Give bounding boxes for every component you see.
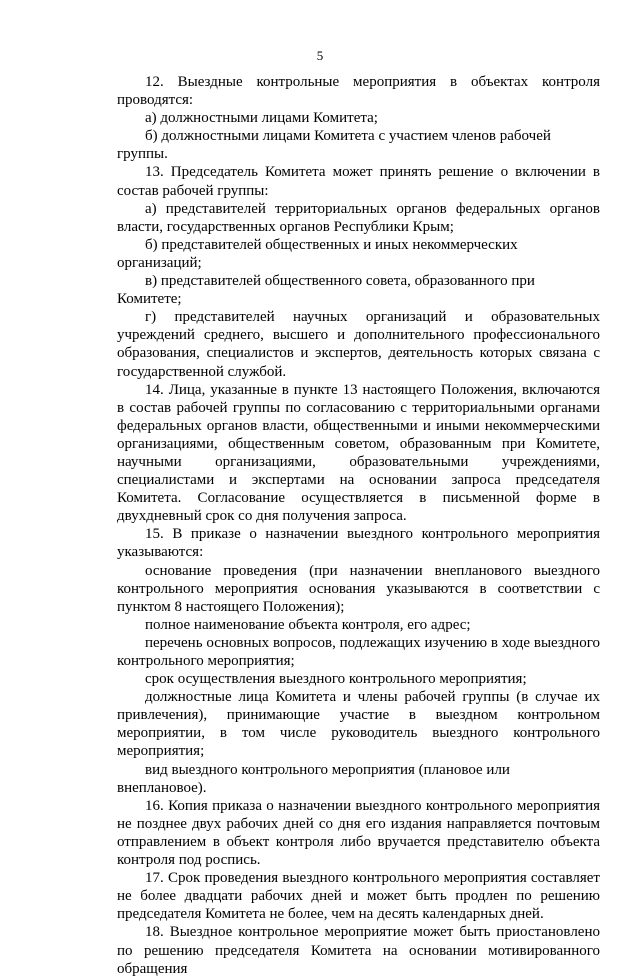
paragraph-13-b: б) представителей общественных и иных некоммерческих организаций;	[117, 236, 518, 271]
paragraph-15-term: срок осуществления выездного контрольного мероприятия;	[145, 671, 527, 688]
paragraph-18: 18. Выездное контрольное мероприятие может быть приостановлено по решению председателя Комитета на основании мотивированного обращения	[117, 924, 600, 977]
paragraph-12-a: а) должностными лицами Комитета;	[145, 110, 378, 127]
paragraph-17: 17. Срок проведения выездного контрольного мероприятия составляет не более двадцати рабочих дней и может быть продлен по решению председателя Комитета не более, чем на десять календарных дней.	[117, 870, 600, 923]
paragraph-12: 12. Выездные контрольные мероприятия в объектах контроля проводятся:	[117, 74, 600, 109]
paragraph-15-type: вид выездного контрольного мероприятия (плановое или внеплановое).	[117, 761, 510, 796]
paragraph-14: 14. Лица, указанные в пункте 13 настоящего Положения, включаются в состав рабочей группы по согласованию с территориальными органами федеральных органов власти, общественными и иными некоммерческими организациями, общественным советом, образованным при Комитете, научными организациями, образовательными учреждениями, специалистами и экспертами на основании запроса председателя Комитета. Согласование осуществляется в письменной форме в двухдневный срок со дня получения запроса.	[117, 381, 600, 525]
paragraph-15-questions: перечень основных вопросов, подлежащих изучению в ходе выездного контрольного мероприятия;	[117, 634, 600, 669]
paragraph-15-basis: основание проведения (при назначении внепланового выездного контрольного мероприятия основания указываются в соответствии с пунктом 8 настоящего Положения);	[117, 562, 600, 615]
paragraph-15-officials: должностные лица Комитета и члены рабочей группы (в случае их привлечения), принимающие участие в выездном контрольном мероприятии, в том числе руководитель выездного контрольного мероприятия;	[117, 689, 600, 760]
paragraph-16: 16. Копия приказа о назначении выездного контрольного мероприятия не позднее двух рабочих дней со дня его издания направляется почтовым отправлением в объект контроля либо вручается представителю объекта контроля под роспись.	[117, 797, 600, 869]
paragraph-13: 13. Председатель Комитета может принять решение о включении в состав рабочей группы:	[117, 164, 600, 199]
paragraph-13-g: г) представителей научных организаций и образовательных учреждений среднего, высшего и дополнительного профессионального образования, специалистов и экспертов, деятельность которых связана с государственной службой.	[117, 309, 600, 380]
paragraph-13-v: в) представителей общественного совета, образованного при Комитете;	[117, 273, 535, 308]
paragraph-13-a: а) представителей территориальных органов федеральных органов власти, государственных органов Республики Крым;	[117, 200, 600, 235]
paragraph-12-b: б) должностными лицами Комитета с участием членов рабочей группы.	[117, 128, 551, 163]
paragraph-15: 15. В приказе о назначении выездного контрольного мероприятия указываются:	[117, 526, 600, 561]
paragraph-15-name: полное наименование объекта контроля, его адрес;	[145, 616, 471, 633]
document-body	[117, 73, 600, 978]
page-number: 5	[316, 48, 324, 63]
